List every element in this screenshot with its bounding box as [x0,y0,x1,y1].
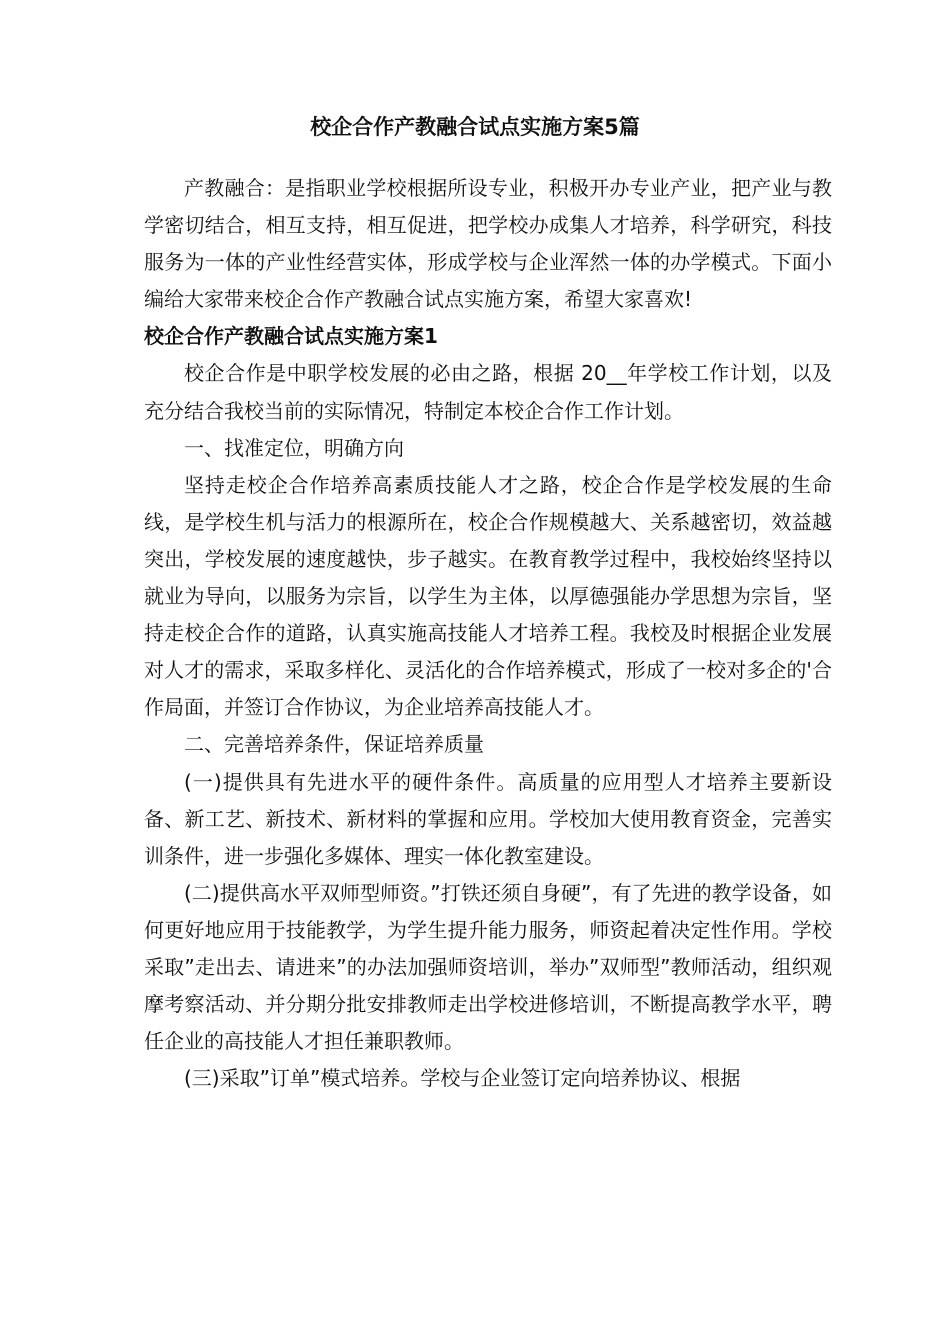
paragraph: 坚持走校企合作培养高素质技能人才之路，校企合作是学校发展的生命线，是学校生机与活力的根源所在，校企合作规模越大、关系越密切，效益越突出，学校发展的速度越快，步子越实。在教育教学过程中，我校始终坚持以就业为导向，以服务为宗旨，以学生为主体，以厚德强能办学思想为宗旨，坚持走校企合作的道路，认真实施高技能人才培养工程。我校及时根据企业发展对人才的需求，采取多样化、灵活化的合作培养模式，形成了一校对多企的'合作局面，并签订合作协议，为企业培养高技能人才。 [144,472,832,720]
subheading-paragraph: 二、完善培养条件，保证培养质量 [184,732,484,757]
intro-paragraph: 产教融合：是指职业学校根据所设专业，积极开办专业产业，把产业与教学密切结合，相互支持，相互促进，把学校办成集人才培养，科学研究，科技服务为一体的产业性经营实体，形成学校与企业浑然一体的办学模式。下面小编给大家带来校企合作产教融合试点实施方案，希望大家喜欢! [144,176,832,312]
document-title: 校企合作产教融合试点实施方案5篇 [310,115,640,139]
paragraph: 校企合作是中职学校发展的必由之路，根据 20__年学校工作计划，以及充分结合我校当前的实际情况，特制定本校企合作工作计划。 [144,361,832,423]
section-heading: 校企合作产教融合试点实施方案1 [144,324,438,349]
paragraph: (二)提供高水平双师型师资。”打铁还须自身硬”，有了先进的教学设备，如何更好地应用于技能教学，为学生提升能力服务，师资起着决定性作用。学校采取”走出去、请进来”的办法加强师资培训，举办”双师型”教师活动，组织观摩考察活动、并分期分批安排教师走出学校进修培训，不断提高教学水平，聘任企业的高技能人才担任兼职教师。 [144,880,832,1054]
document-body [144,170,832,1097]
paragraph: (一)提供具有先进水平的硬件条件。高质量的应用型人才培养主要新设备、新工艺、新技术、新材料的掌握和应用。学校加大使用教育资金，完善实训条件，进一步强化多媒体、理实一体化教室建设。 [144,769,832,868]
subheading-paragraph: 一、找准定位，明确方向 [184,435,404,460]
paragraph: (三)采取”订单”模式培养。学校与企业签订定向培养协议、根据 [184,1066,741,1091]
